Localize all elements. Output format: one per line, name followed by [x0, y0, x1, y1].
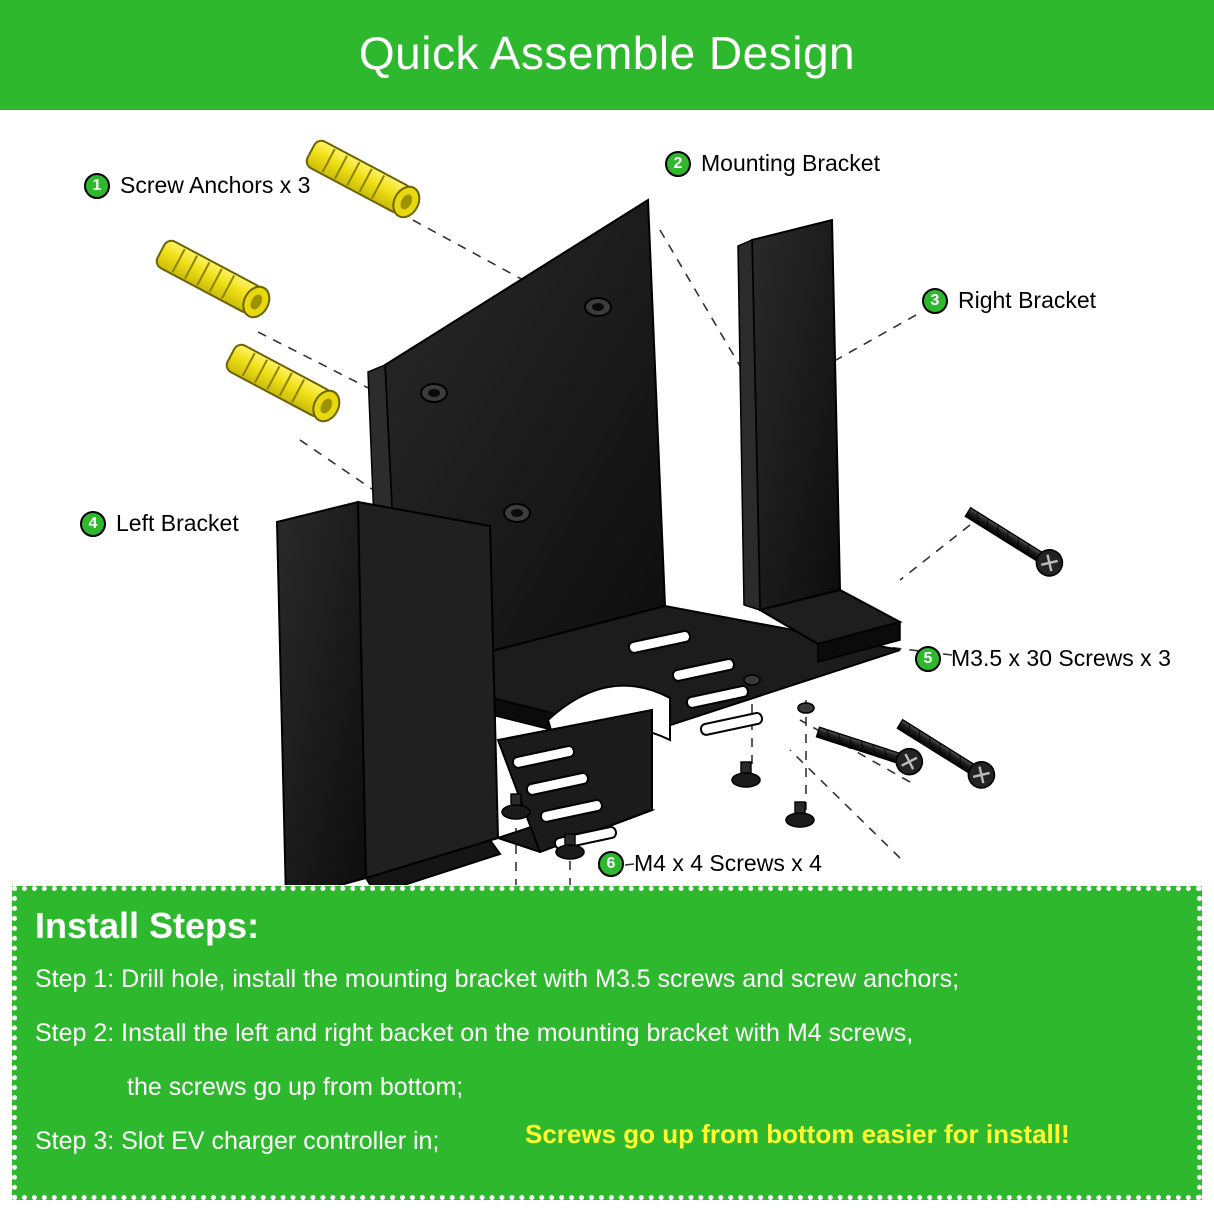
install-step-2-continued: the screws go up from bottom; — [127, 1073, 464, 1101]
callout-badge-5: 5 — [915, 646, 941, 672]
callout-badge-4: 4 — [80, 511, 106, 537]
install-note: Screws go up from bottom easier for install! — [525, 1119, 1070, 1149]
callout-right-bracket — [922, 287, 1096, 314]
callout-label-1: Screw Anchors x 3 — [120, 172, 311, 198]
header-banner — [0, 0, 1214, 110]
callout-screw-anchors — [84, 172, 310, 199]
right-bracket — [738, 220, 900, 662]
callout-label-6: M4 x 4 Screws x 4 — [634, 850, 822, 876]
assembly-illustration — [0, 110, 1214, 885]
install-step-2: Step 2: Install the left and right backet on the mounting bracket with M4 screws, — [35, 1019, 914, 1047]
callout-label-5: M3.5 x 30 Screws x 3 — [951, 645, 1171, 671]
callout-mounting-bracket — [665, 150, 880, 177]
callout-label-3: Right Bracket — [958, 287, 1097, 313]
callout-badge-2: 2 — [665, 151, 691, 177]
callout-badge-1: 1 — [84, 173, 110, 199]
callout-left-bracket — [80, 510, 239, 537]
install-step-1: Step 1: Drill hole, install the mounting bracket with M3.5 screws and screw anchors; — [35, 965, 960, 993]
callout-m35-screws — [915, 645, 1171, 672]
callout-badge-6: 6 — [598, 851, 624, 877]
install-step-3: Step 3: Slot EV charger controller in; — [35, 1127, 440, 1155]
callout-label-2: Mounting Bracket — [701, 150, 880, 176]
callout-label-4: Left Bracket — [116, 510, 239, 536]
callout-badge-3: 3 — [922, 288, 948, 314]
callout-m4-screws — [598, 850, 822, 877]
install-steps-panel — [12, 886, 1202, 1200]
page-title: Quick Assemble Design — [358, 27, 856, 79]
install-steps-title: Install Steps: — [35, 905, 260, 946]
exploded-diagram — [0, 110, 1214, 885]
